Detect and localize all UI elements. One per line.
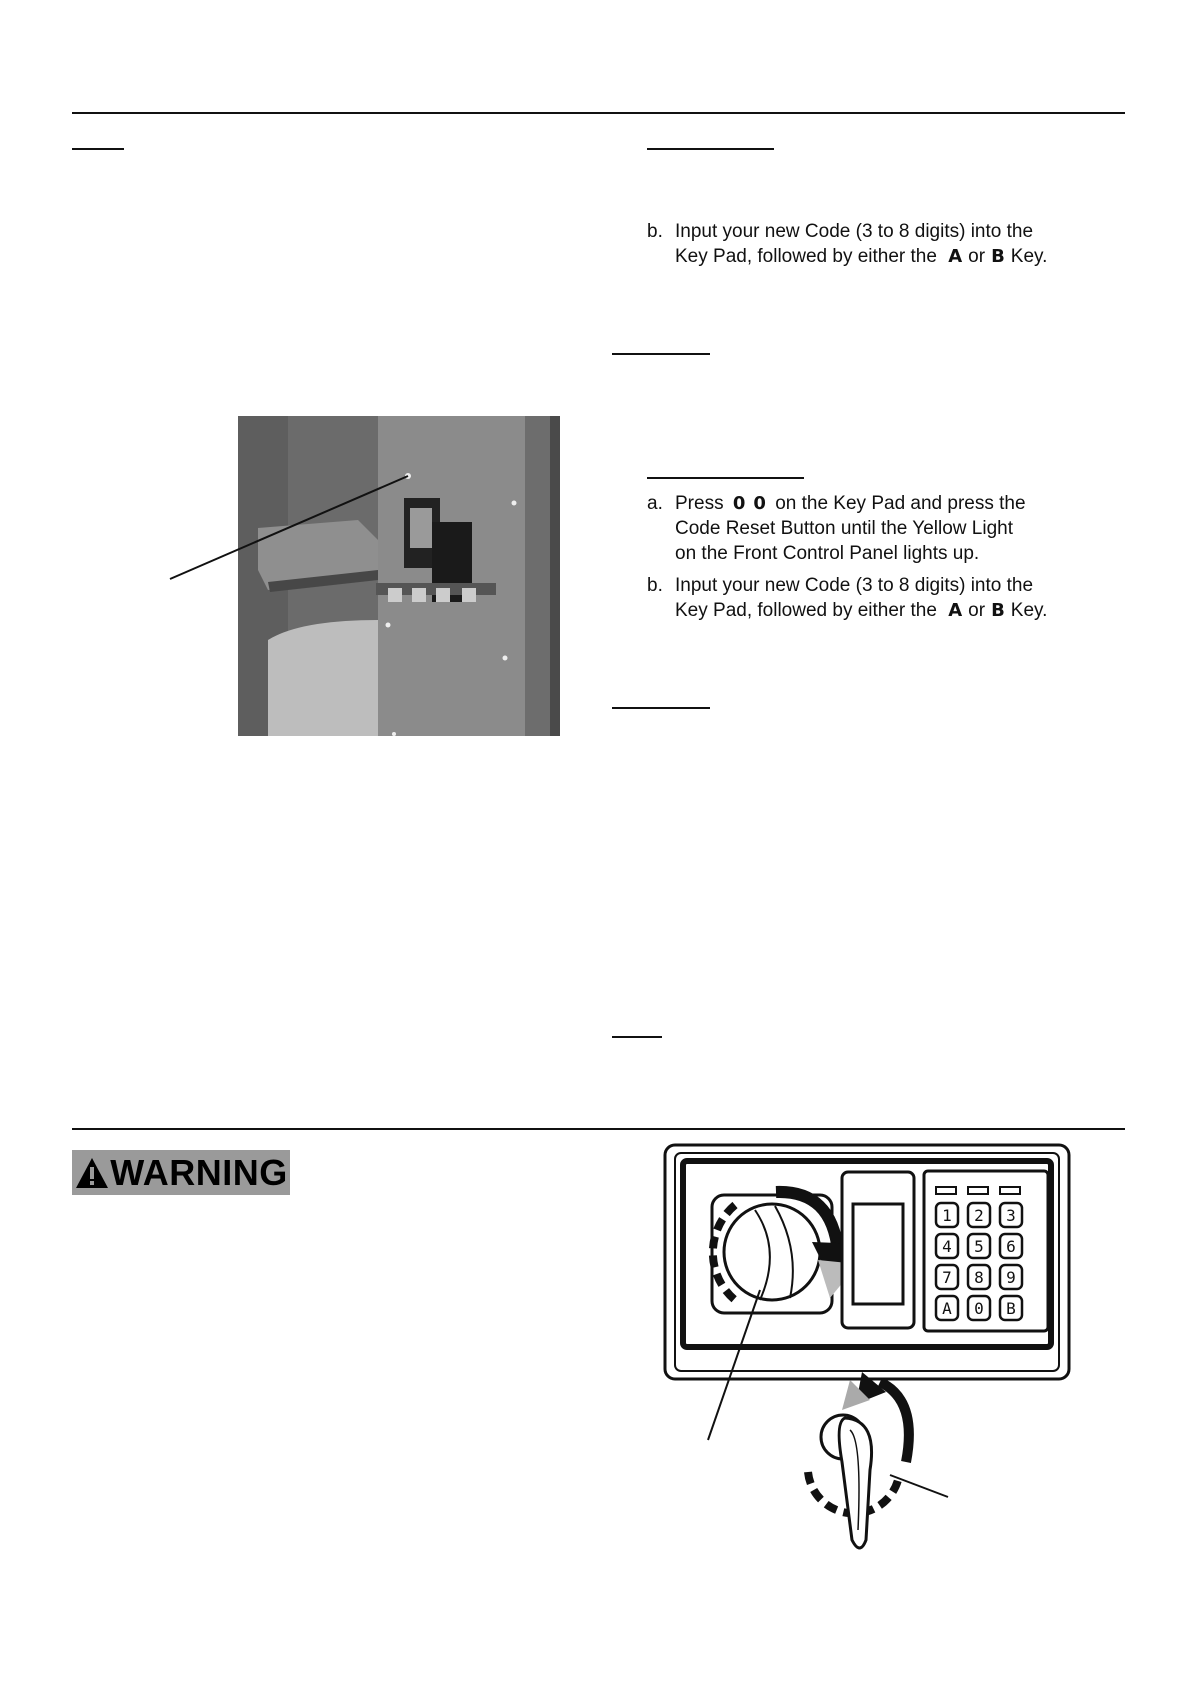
keypad-key-label: 6 xyxy=(1006,1237,1016,1256)
keypad-key-label: 7 xyxy=(942,1268,952,1287)
dial-knob[interactable] xyxy=(724,1204,820,1300)
keypad xyxy=(924,1171,1048,1331)
step-text: Press xyxy=(675,493,724,514)
step-text: Key. xyxy=(1010,246,1048,267)
keypad-key-label: A xyxy=(942,1299,952,1318)
step-text: or xyxy=(968,600,986,621)
keypad-key-label: 3 xyxy=(1006,1206,1016,1225)
step-text: Key Pad, followed by either the xyxy=(675,600,937,621)
digit-zero-symbol: 0 xyxy=(753,493,766,514)
step-text: Key. xyxy=(1010,600,1048,621)
step-text: or xyxy=(968,246,986,267)
keypad-key-label: 9 xyxy=(1006,1268,1016,1287)
keypad-key-label: 4 xyxy=(942,1237,952,1256)
keypad-key-label: 5 xyxy=(974,1237,984,1256)
keypad-key-label: 8 xyxy=(974,1268,984,1287)
step-label: b. xyxy=(647,221,663,242)
override-key[interactable] xyxy=(839,1418,871,1548)
step-text: Key Pad, followed by either the xyxy=(675,246,937,267)
warning-label: WARNING xyxy=(110,1151,288,1193)
step-text: Input your new Code (3 to 8 digits) into the xyxy=(675,221,1034,242)
step-text: on the Key Pad and press the xyxy=(775,493,1026,514)
key-b-symbol: B xyxy=(991,246,1005,267)
key-a-symbol: A xyxy=(948,600,963,621)
key-a-symbol: A xyxy=(948,246,963,267)
step-text: Input your new Code (3 to 8 digits) into the xyxy=(675,575,1034,596)
step-label: a. xyxy=(647,493,663,514)
digit-zero-symbol: 0 xyxy=(732,493,746,514)
key-b-symbol: B xyxy=(991,600,1005,621)
step-text: on the Front Control Panel lights up. xyxy=(675,543,980,564)
key-override-arrow-icon xyxy=(880,1382,909,1462)
keypad-key-label: 0 xyxy=(974,1299,984,1318)
step-text: Code Reset Button until the Yellow Light xyxy=(675,518,1014,539)
keypad-key-label: 2 xyxy=(974,1206,984,1225)
keypad-key-label: B xyxy=(1006,1299,1016,1318)
step-label: b. xyxy=(647,575,663,596)
keypad-key-label: 1 xyxy=(942,1206,952,1225)
